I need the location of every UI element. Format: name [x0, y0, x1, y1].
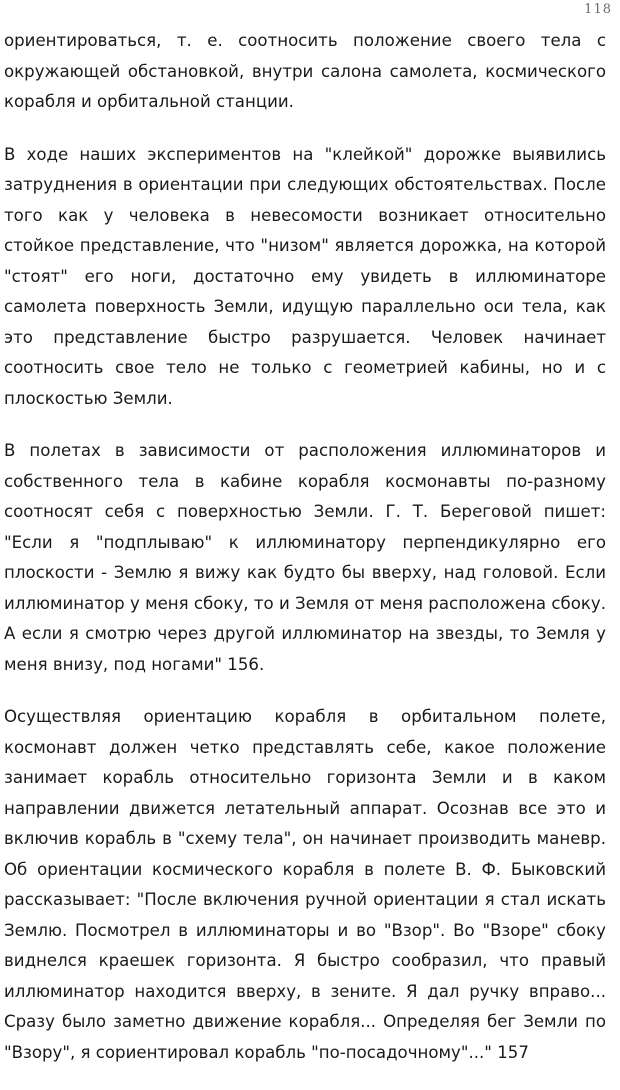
- paragraph-1: ориентироваться, т. е. соотносить положение своего тела с окружающей обстановкой, внутри салона самолета, космического корабля и орбитальной станции.: [4, 31, 606, 111]
- page-number: 118: [584, 2, 612, 17]
- paragraph-3: В полетах в зависимости от расположения иллюминаторов и собственного тела в кабине корабля космонавты по-разному соотносят себя с поверхностью Земли. Г. Т. Береговой пишет: "Если я "подплываю" к иллюминатору перпендикулярно его плоскости - Землю я вижу как будто бы вверху, над головой. Если иллюминатор у меня сбоку, то и Земля от меня расположена сбоку. А если я смотрю через другой иллюминатор на звезды, то Земля у меня внизу, под ногами" 156.: [4, 441, 606, 674]
- paragraph-2: В ходе наших экспериментов на "клейкой" дорожке выявились затруднения в ориентации при следующих обстоятельствах. После того как у человека в невесомости возникает относительно стойкое представление, что "низом" является дорожка, на которой "стоят" его ноги, достаточно ему увидеть в иллюминаторе самолета поверхность Земли, идущую параллельно оси тела, как это представление быстро разрушается. Человек начинает соотносить свое тело не только с геометрией кабины, но и с плоскостью Земли.: [4, 144, 606, 408]
- document-body: [4, 26, 606, 1090]
- paragraph-4: Осуществляя ориентацию корабля в орбитальном полете, космонавт должен четко представлять себе, какое положение занимает корабль относительно горизонта Земли и в каком направлении движется летательный аппарат. Осознав все это и включив корабль в "схему тела", он начинает производить маневр. Об ориентации космического корабля в полете В. Ф. Быковский рассказывает: "После включения ручной ориентации я стал искать Землю. Посмотрел в иллюминаторы и во "Взор". Во "Взоре" сбоку виднелся краешек горизонта. Я быстро сообразил, что правый иллюминатор находится вверху, в зените. Я дал ручку вправо... Сразу было заметно движение корабля... Определяя бег Земли по "Взору", я сориентировал корабль "по-посадочному"..." 157: [4, 707, 606, 1062]
